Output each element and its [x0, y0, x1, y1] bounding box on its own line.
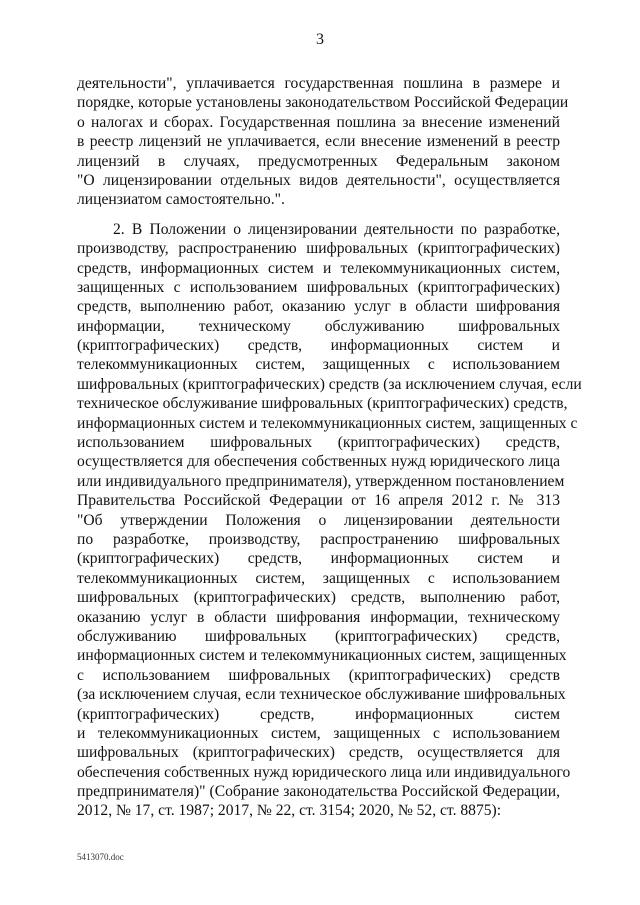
text-line: порядке, которые установлены законодательством Российской Федерации [77, 94, 569, 112]
text-line: (криптографических) средств, информационных систем и [77, 337, 560, 355]
text-line: с использованием шифровальных (криптографических) средств [77, 666, 560, 684]
text-line: осуществляется для обеспечения собственных нужд юридического лица [77, 453, 560, 471]
text-line: шифровальных (криптографических) средств, осуществляется для [77, 744, 560, 762]
text-line: использованием шифровальных (криптографических) средств, [77, 434, 560, 452]
text-line: (криптографических) средств, информационных систем [77, 705, 560, 723]
text-line: в реестр лицензий не уплачивается, если внесение изменений в реестр [77, 133, 560, 151]
page-number: 3 [316, 31, 324, 48]
text-line: техническое обслуживание шифровальных (криптографических) средств, [77, 395, 568, 413]
paragraph-spacer [77, 210, 560, 220]
text-line: производству, распространению шифровальных (криптографических) [77, 240, 560, 258]
text-line: информационных систем и телекоммуникационных систем, защищенных с [77, 414, 578, 432]
text-line: лицензиатом самостоятельно.". [77, 191, 285, 209]
text-line: средств, информационных систем и телекоммуникационных систем, [77, 259, 560, 277]
text-line: информационных систем и телекоммуникационных систем, защищенных [77, 647, 567, 665]
text-line: 2012, № 17, ст. 1987; 2017, № 22, ст. 3154; 2020, № 52, ст. 8875): [77, 802, 502, 820]
text-line: шифровальных (криптографических) средств (за исключением случая, если [77, 375, 582, 393]
text-line: лицензий в случаях, предусмотренных Федеральным законом [77, 152, 560, 170]
text-line: телекоммуникационных систем, защищенных с использованием [77, 569, 560, 587]
text-line: оказанию услуг в области шифрования информации, техническому [77, 608, 560, 626]
text-line: шифровальных (криптографических) средств, выполнению работ, [77, 589, 560, 607]
text-line: (криптографических) средств, информационных систем и [77, 550, 560, 568]
text-line: Правительства Российской Федерации от 16 апреля 2012 г. № 313 [77, 492, 560, 510]
text-line: средств, выполнению работ, оказанию услуг в области шифрования [77, 298, 560, 316]
text-line: по разработке, производству, распространению шифровальных [77, 530, 560, 548]
text-line: защищенных с использованием шифровальных (криптографических) [77, 278, 560, 296]
footer-filename: 5413070.doc [77, 852, 124, 862]
text-line: (за исключением случая, если техническое обслуживание шифровальных [77, 686, 566, 704]
text-line: телекоммуникационных систем, защищенных с использованием [77, 356, 560, 374]
text-line: информации, техническому обслуживанию шифровальных [77, 317, 560, 335]
text-line: и телекоммуникационных систем, защищенных с использованием [77, 724, 560, 742]
text-line: 2. В Положении о лицензировании деятельности по разработке, [113, 220, 560, 238]
text-line: или индивидуального предпринимателя), утвержденном постановлением [77, 472, 565, 490]
text-line: обеспечения собственных нужд юридического лица или индивидуального [77, 763, 571, 781]
text-line: предпринимателя)" (Собрание законодательства Российской Федерации, [77, 783, 560, 801]
document-body [77, 74, 582, 821]
paragraph-1 [77, 74, 569, 210]
paragraph-2 [77, 220, 582, 821]
text-line: "Об утверждении Положения о лицензировании деятельности [77, 511, 560, 529]
text-line: обслуживанию шифровальных (криптографических) средств, [77, 627, 560, 645]
text-line: о налогах и сборах. Государственная пошлина за внесение изменений [77, 113, 560, 131]
text-line: деятельности", уплачивается государственная пошлина в размере и [77, 75, 560, 92]
text-line: "О лицензировании отдельных видов деятельности", осуществляется [77, 171, 560, 189]
